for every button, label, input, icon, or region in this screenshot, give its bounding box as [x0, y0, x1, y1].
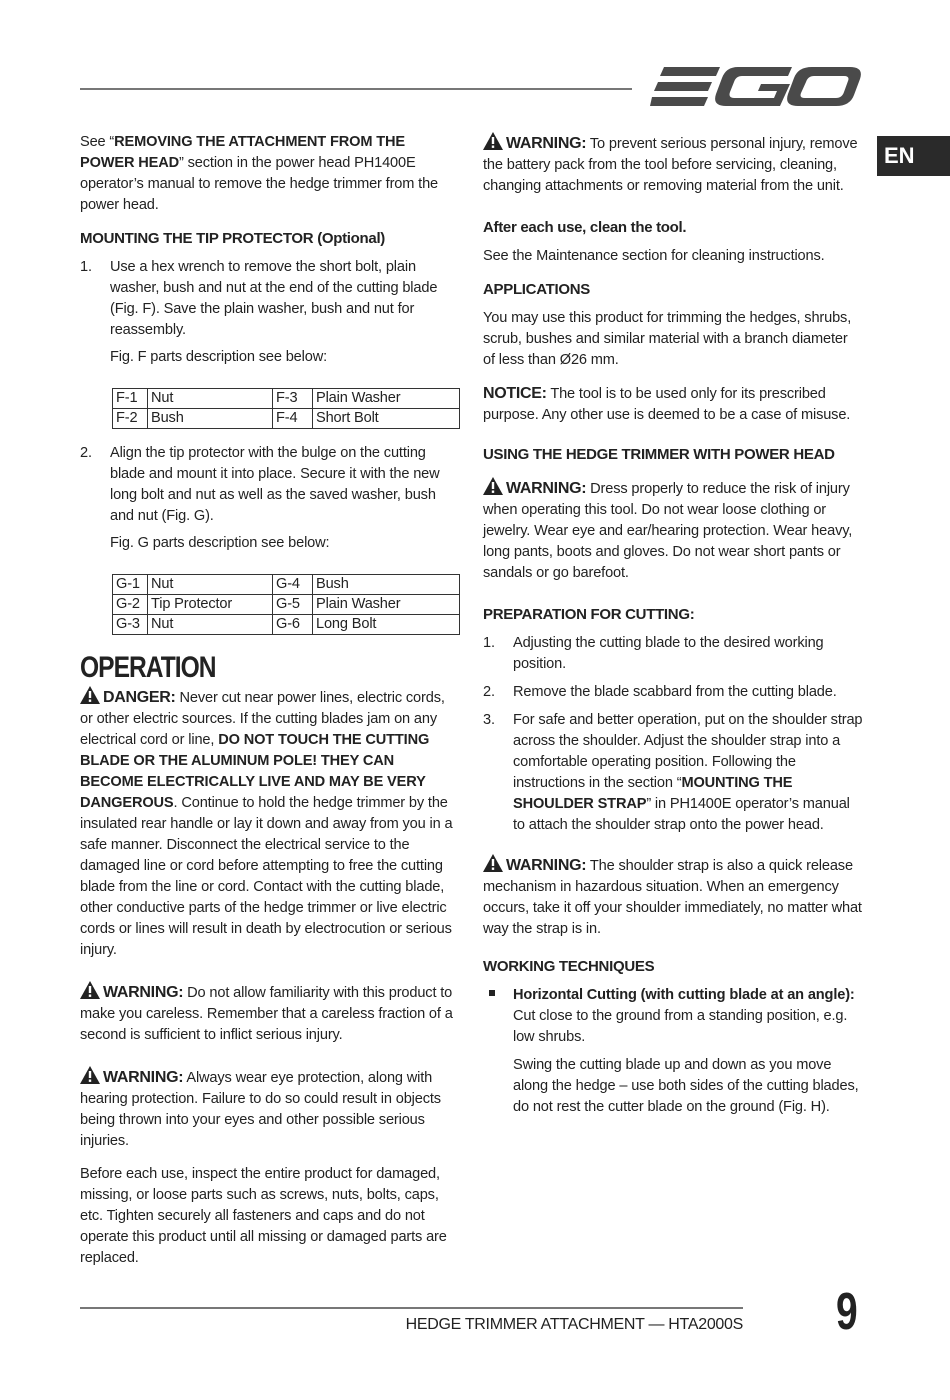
warning-label: WARNING: [506, 857, 587, 874]
technique-text [513, 985, 863, 1048]
step-text-bold: MOUNTING THE SHOULDER STRAP [513, 775, 793, 812]
table-cell: F-1 [113, 389, 148, 409]
warning-triangle-icon [483, 132, 503, 150]
warning-label: WARNING: [506, 480, 587, 497]
intro-post: ” section in the power head PH1400E operator’s manual to remove the hedge trimmer from the power head. [80, 155, 438, 213]
footer-rule [80, 1307, 743, 1309]
table-cell: Nut [148, 389, 273, 409]
left-column [80, 132, 460, 1281]
table-row [113, 575, 460, 595]
warning-text: Always wear eye protection, along with hearing protection. Failure to do so could result in objects being thrown into your eyes and other possible serious injuries. [80, 1070, 441, 1149]
warning-strap [483, 854, 863, 940]
table-cell: Short Bolt [313, 409, 460, 429]
list-item [80, 257, 460, 378]
applications-heading: APPLICATIONS [483, 281, 590, 298]
technique-desc: Cut close to the ground from a standing position, e.g. low shrubs. [513, 1008, 848, 1045]
warning-label: WARNING: [103, 984, 184, 1001]
table-row [113, 409, 460, 429]
warning-eye-protection [80, 1066, 460, 1152]
warning-familiarity [80, 981, 460, 1046]
warning-text: Do not allow familiarity with this product to make you careless. Remember that a careless fraction of a second is sufficient to inflict serious injury. [80, 985, 453, 1043]
table-cell: Bush [148, 409, 273, 429]
tip-steps-2 [80, 443, 460, 564]
step-text-pre: For safe and better operation, put on the shoulder strap across the shoulder. Adjust the shoulder strap into a comfortable operating position. Following the instructions in the section “ [513, 712, 863, 791]
language-tab: EN [877, 136, 950, 176]
warning-triangle-icon [483, 477, 503, 495]
table-cell: G-3 [113, 615, 148, 635]
step-number: 2. [483, 684, 495, 700]
warning-triangle-icon [483, 854, 503, 872]
list-item [483, 633, 863, 675]
right-column [483, 132, 863, 1126]
table-row [113, 389, 460, 409]
header-rule [80, 88, 632, 90]
techniques-heading: WORKING TECHNIQUES [483, 958, 655, 975]
warning-triangle-icon [80, 981, 100, 999]
warning-dress [483, 477, 863, 584]
table-cell: G-4 [273, 575, 313, 595]
step-number: 3. [483, 712, 495, 728]
fig-f-parts-table [112, 388, 460, 429]
warning-label: WARNING: [506, 135, 587, 152]
fig-g-parts-table [112, 574, 460, 635]
warning-triangle-icon [80, 1066, 100, 1084]
table-row [113, 595, 460, 615]
technique-text-2: Swing the cutting blade up and down as you move along the hedge – use both sides of the cutting blades, do not rest the cutter blade on the ground (Fig. H). [513, 1057, 859, 1115]
warning-battery [483, 132, 863, 197]
warning-label: WARNING: [103, 1069, 184, 1086]
danger-bold: DO NOT TOUCH THE CUTTING BLADE OR THE ALUMINUM POLE! THEY CAN BECOME ELECTRICALLY LIVE AND MAY BE VERY DANGEROUS [80, 732, 430, 811]
table-cell: Nut [148, 575, 273, 595]
warning-text: Dress properly to reduce the risk of injury when operating this tool. Do not wear loose clothing or jewelry. Wear eye and ear/hearing protection. Wear heavy, long pants, boots and gloves. Do not wear short pants or sandals or go barefoot. [483, 481, 853, 581]
clean-text: See the Maintenance section for cleaning instructions. [483, 248, 825, 264]
applications-text: You may use this product for trimming the hedges, shrubs, scrub, bushes and similar material with a branch diameter of less than Ø26 mm. [483, 310, 852, 368]
danger-text: Never cut near power lines, electric cords, or other electric sources. If the cutting blades jam on any electrical cord or line, [80, 690, 445, 748]
list-item [483, 710, 863, 836]
notice-text: The tool is to be used only for its prescribed purpose. Any other use is deemed to be a case of misuse. [483, 386, 851, 423]
list-item [80, 443, 460, 564]
danger-label: DANGER: [103, 689, 176, 706]
table-cell: G-5 [273, 595, 313, 615]
table-cell: Plain Washer [313, 595, 460, 615]
page-number: 9 [836, 1283, 857, 1341]
list-item [483, 985, 863, 1118]
fig-g-caption: Fig. G parts description see below: [110, 535, 330, 551]
warning-text: The shoulder strap is also a quick release mechanism in hazardous situation. When an emergency occurs, take it off your shoulder immediately, no matter what way the strap is in. [483, 858, 862, 937]
table-row [113, 615, 460, 635]
footer-title: HEDGE TRIMMER ATTACHMENT — HTA2000S [405, 1316, 743, 1333]
operation-heading: OPERATION [80, 651, 216, 684]
clean-heading: After each use, clean the tool. [483, 219, 687, 236]
ego-logo [650, 62, 862, 112]
warning-text: To prevent serious personal injury, remove the battery pack from the tool before servicing, cleaning, changing attachments or removing material from the unit. [483, 136, 858, 194]
danger-text-2: . Continue to hold the hedge trimmer by the insulated rear handle or lay it down and away from you in a safe manner. Disconnect the electrical service to the damaged line or cord before attempting to free the cutting blade from the line or cord. Contact with the cutting blade, other conductive parts of the hedge trimmer or live electric cords or lines will result in death by electrocution or serious injury. [80, 795, 453, 958]
inspect-paragraph: Before each use, inspect the entire product for damaged, missing, or loose parts such as screws, nuts, bolts, caps, etc. Tighten securely all fasteners and caps and do not operate this product until all missing or damaged parts are replaced. [80, 1166, 447, 1266]
table-cell: G-1 [113, 575, 148, 595]
tip-protector-heading: MOUNTING THE TIP PROTECTOR (Optional) [80, 230, 386, 247]
tip-steps [80, 257, 460, 378]
step-text: Adjusting the cutting blade to the desired working position. [513, 635, 824, 672]
using-heading: USING THE HEDGE TRIMMER WITH POWER HEAD [483, 446, 835, 463]
step-number: 1. [80, 259, 92, 275]
table-cell: Bush [313, 575, 460, 595]
preparation-steps [483, 633, 863, 836]
table-cell: F-2 [113, 409, 148, 429]
step-number: 2. [80, 445, 92, 461]
notice-paragraph [483, 383, 863, 426]
step-text: Align the tip protector with the bulge on the cutting blade and mount it into place. Secure it with the new long bolt and nut as well as the saved washer, bush and nut (Fig. G). [110, 445, 440, 524]
table-cell: Long Bolt [313, 615, 460, 635]
table-cell: Nut [148, 615, 273, 635]
notice-label: NOTICE: [483, 385, 547, 402]
fig-f-caption: Fig. F parts description see below: [110, 349, 327, 365]
step-number: 1. [483, 635, 495, 651]
intro-bold: REMOVING THE ATTACHMENT FROM THE POWER HEAD [80, 134, 405, 171]
table-cell: Plain Washer [313, 389, 460, 409]
intro-pre: See “ [80, 134, 115, 150]
table-cell: F-3 [273, 389, 313, 409]
step-text: Remove the blade scabbard from the cutting blade. [513, 684, 837, 700]
intro-paragraph [80, 132, 460, 216]
warning-triangle-icon [80, 686, 100, 704]
table-cell: F-4 [273, 409, 313, 429]
bullet-square-icon [483, 985, 513, 1118]
preparation-heading: PREPARATION FOR CUTTING: [483, 606, 695, 623]
list-item [483, 682, 863, 703]
step-text [513, 710, 863, 836]
table-cell: G-6 [273, 615, 313, 635]
step-text: Use a hex wrench to remove the short bolt, plain washer, bush and nut at the end of the cutting blade (Fig. F). Save the plain washer, bush and nut for reassembly. [110, 259, 438, 338]
technique-bold: Horizontal Cutting (with cutting blade at an angle): [513, 987, 855, 1003]
table-cell: Tip Protector [148, 595, 273, 615]
danger-paragraph [80, 686, 460, 961]
step-text-post: ” in PH1400E operator’s manual to attach the shoulder strap onto the power head. [513, 796, 850, 833]
table-cell: G-2 [113, 595, 148, 615]
